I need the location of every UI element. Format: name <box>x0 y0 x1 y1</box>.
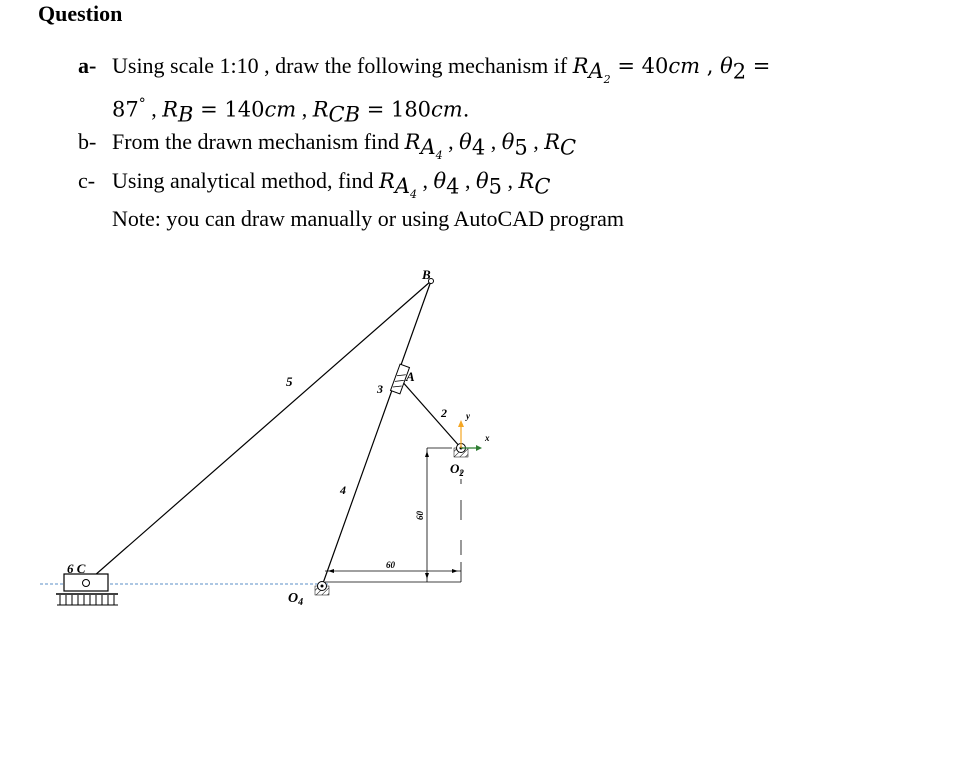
dimension-vertical-label: 60 <box>415 511 425 520</box>
coordinate-axes <box>458 420 482 451</box>
item-a-line1: Using scale 1:10 , draw the following mechanism if $R_{A_2} = 40cm$ , $\theta_2$ = <box>112 53 771 87</box>
question-heading: Question <box>38 1 123 26</box>
label-2: 2 <box>441 406 447 420</box>
link-4 <box>322 281 431 586</box>
item-b-text: From the drawn mechanism find $R_{A_4}$ , $\theta_4$ , $\theta_5$ , $R_C$ <box>112 129 577 163</box>
link-2 <box>400 379 461 448</box>
link-5 <box>86 281 431 583</box>
label-b: B <box>422 267 431 282</box>
item-a-line2: 87° , $R_B = 140cm$ , $R_{CB} = 180cm$. <box>112 96 470 127</box>
item-c-marker: c- <box>78 168 96 193</box>
label-o4: $O_4$ <box>288 591 304 608</box>
label-3: 3 <box>377 382 383 396</box>
label-o2: $O_2$ <box>450 461 464 478</box>
item-c-text: Using analytical method, find $R_{A_4}$ , $\theta_4$ , $\theta_5$ , $R_C$ <box>112 168 551 202</box>
label-y: y <box>466 411 470 421</box>
item-b-marker: b- <box>78 129 97 154</box>
label-5: 5 <box>286 374 293 389</box>
label-x: x <box>485 433 490 443</box>
label-6c: 6 C <box>67 561 86 576</box>
item-a-marker: a- <box>78 53 97 78</box>
label-4: 4 <box>340 483 346 497</box>
slider-6 <box>56 574 118 605</box>
note-text: Note: you can draw manually or using AutoCAD program <box>112 206 625 231</box>
label-a: A <box>406 369 415 384</box>
dimension-horizontal-label: 60 <box>386 560 395 570</box>
